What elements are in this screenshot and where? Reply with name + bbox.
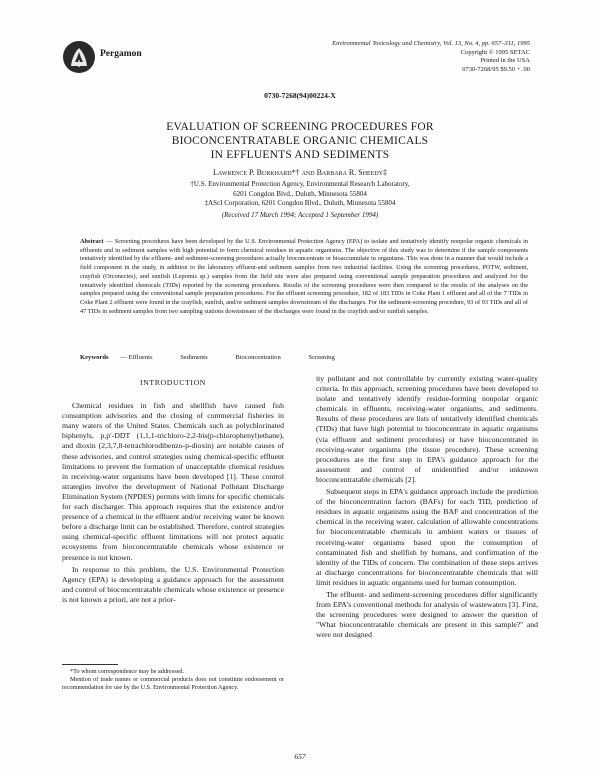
abstract — [80, 238, 528, 316]
title-line-2: BIOCONCENTRATABLE ORGANIC CHEMICALS — [171, 135, 429, 147]
pii-code: 0730-7268(94)00224-X — [264, 91, 336, 100]
abstract-text: — Screening procedures have been developed by the U.S. Environmental Protection Agency (EPA) to isolate and tentatively identify nonpolar organic chemicals in effluents and in sediment samples with high potential to form chemical residues in aquatic organisms. The objective of this study was to determine if the sample components tentatively identified by the effluent- and sediment-screening procedures actually bioconcentrate or bioaccumulate in organisms. This was done in a manner that would include a field component in the study, in addition to the laboratory effluent-and sediment samples from two industrial facilities. Using the screening procedures, POTW, sediment, crayfish (Orconectes), and sunfish (Lepomis sp.) samples from the field site were also prepared using conventional sample preparation procedures and analyzed for the tentatively identified chemicals (TIDs) reported by the screening procedures. Results of the screening procedures were then compared to the results of the analyses on the samples prepared using the conventional sample preparation procedures. For the effluent screening procedure, 182 of 183 TIDs in Coke Plant 1 effluent and all of the 7 TIDs in Coke Plant 2 effluent were found in the crayfish, sunfish, and/or sediment samples downstream of the discharges. For the sediment-screening procedure, 93 of 93 TIDs and all of 47 TIDs in sediment samples from two sampling stations downstream of the discharges were found in the crayfish and/or sunfish samples. — [80, 238, 528, 315]
footnote-correspondence: *To whom correspondence may be addressed. — [70, 668, 184, 675]
left-column — [62, 374, 284, 605]
right-column — [316, 374, 538, 640]
footnote-disclaimer: Mention of trade names or commercial products does not constitute endorsement or recommendation for use by the U.S. Environmental Protection Agency. — [62, 676, 284, 691]
right-paragraph-1: ity pollutant and not controllable by currently existing water-quality criteria. In this approach, screening procedures have been developed to isolate and tentatively identify residue-forming nonpolar organic chemicals in effluents, receiving-water organisms, and sediments. Results of these procedures are lists of tentatively identified chemicals (TIDs) that have high potential to bioconcentrate in aquatic organisms (via effluent and sediment procedures) or have bioconcentrated in receiving-water organisms (the tissue procedure). These screening procedures are the first step in EPA's guidance approach for the assessment and control of unidentified and/or unknown bioconcentratable chemicals [2]. — [316, 374, 538, 484]
journal-printed: Printed in the USA — [480, 57, 530, 64]
page-number: 657 — [294, 752, 306, 761]
authors: Lawrence P. Burkhard*† and Barbara R. Sheedy‡ — [212, 168, 388, 177]
journal-info — [270, 40, 530, 74]
publisher-name: Pergamon — [100, 49, 142, 59]
journal-issn-price: 0730-7268/95 $9.50 + .00 — [462, 65, 530, 73]
affiliation-3: ‡AScI Corporation, 6201 Congdon Blvd., Duluth, Minnesota 55804 — [204, 199, 396, 207]
title-line-3: IN EFFLUENTS AND SEDIMENTS — [210, 149, 390, 161]
section-heading-introduction: INTRODUCTION — [139, 378, 207, 387]
affiliation-2: 6201 Congdon Blvd., Duluth, Minnesota 55804 — [233, 189, 367, 198]
right-paragraph-3: The effluent- and sediment-screening procedures differ significantly from EPA's conventional methods for analysis of wastewaters [3]. First, the screening procedures were designed to answer the question of "What bioconcentratable chemicals are present in this sample?" and were not designed — [316, 589, 538, 640]
journal-citation: Environmental Toxicology and Chemistry, Vol. 13, No. 4, pp. 657–311, 1995 — [332, 40, 530, 47]
abstract-label: Abstract — [80, 238, 104, 245]
received-dates: (Received 17 March 1994; Accepted 1 September 1994) — [221, 211, 379, 219]
intro-paragraph-2: In response to this problem, the U.S. Environmental Protection Agency (EPA) is developing a guidance approach for the assessment and control of bioconcentratable chemicals whose existence or presence is not known a priori, are not a prior- — [62, 564, 284, 604]
title-line-1: EVALUATION OF SCREENING PROCEDURES FOR — [166, 121, 434, 133]
keyword-1: — Effluents — [120, 354, 153, 361]
footnote-divider — [62, 664, 118, 665]
keywords-label: Keywords — [80, 354, 109, 361]
keyword-4: Screening — [308, 354, 335, 361]
footnotes — [62, 668, 284, 692]
affiliation-1: †U.S. Environmental Protection Agency, Environmental Research Laboratory, — [190, 180, 410, 188]
keyword-3: Bioconcentration — [235, 354, 281, 361]
affiliations — [100, 180, 500, 209]
right-paragraph-2: Subsequent steps in EPA's guidance approach include the prediction of the bioconcentration factors (BAFs) for each TID, prediction of residues in aquatic organisms using the BAF and concentration of the chemical in the receiving water, calculation of allowable concentrations for bioconcentratable chemicals in ambient waters or tissues of receiving-water organisms based upon the consumption of contaminated fish and shellfish by humans, and confirmation of the identity of the TIDs of concern. The combination of these steps arrives at discharge concentrations for bioconcentratable chemicals that will limit residues in aquatic organisms used for human consumption. — [316, 487, 538, 587]
intro-paragraph-1: Chemical residues in fish and shellfish have caused fish consumption advisories and the closing of commercial fisheries in many waters of the United States. Chemicals such as polychlorinated biphenyls, p,p′-DDT (1,1,1-trichloro-2,2-bis(p-chlorophenyl)ethane), and dioxin (2,3,7,8-tetrachlorodibenzo-p-dioxin) are notable causes of these advisories, and control strategies using chemical-specific effluent limitations to prevent the formation of unacceptable chemical residues in receiving-water organisms have been developed [1]. These control strategies involve the development of National Pollutant Discharge Elimination System (NPDES) permits with limits for specific chemicals for each discharger. This approach requires that the existence and/or presence of a chemical in the effluent and/or receiving water be known before a discharge limit can be established. Therefore, control strategies using chemical-specific effluent limitations will not protect aquatic ecosystems from bioconcentratable chemicals whose existence or presence is not known. — [62, 401, 284, 562]
publisher-logo-icon — [62, 40, 96, 74]
journal-copyright: Copyright © 1995 SETAC — [460, 48, 530, 56]
keywords — [80, 354, 528, 361]
keyword-2: Sediments — [180, 354, 208, 361]
article-title — [100, 120, 500, 162]
